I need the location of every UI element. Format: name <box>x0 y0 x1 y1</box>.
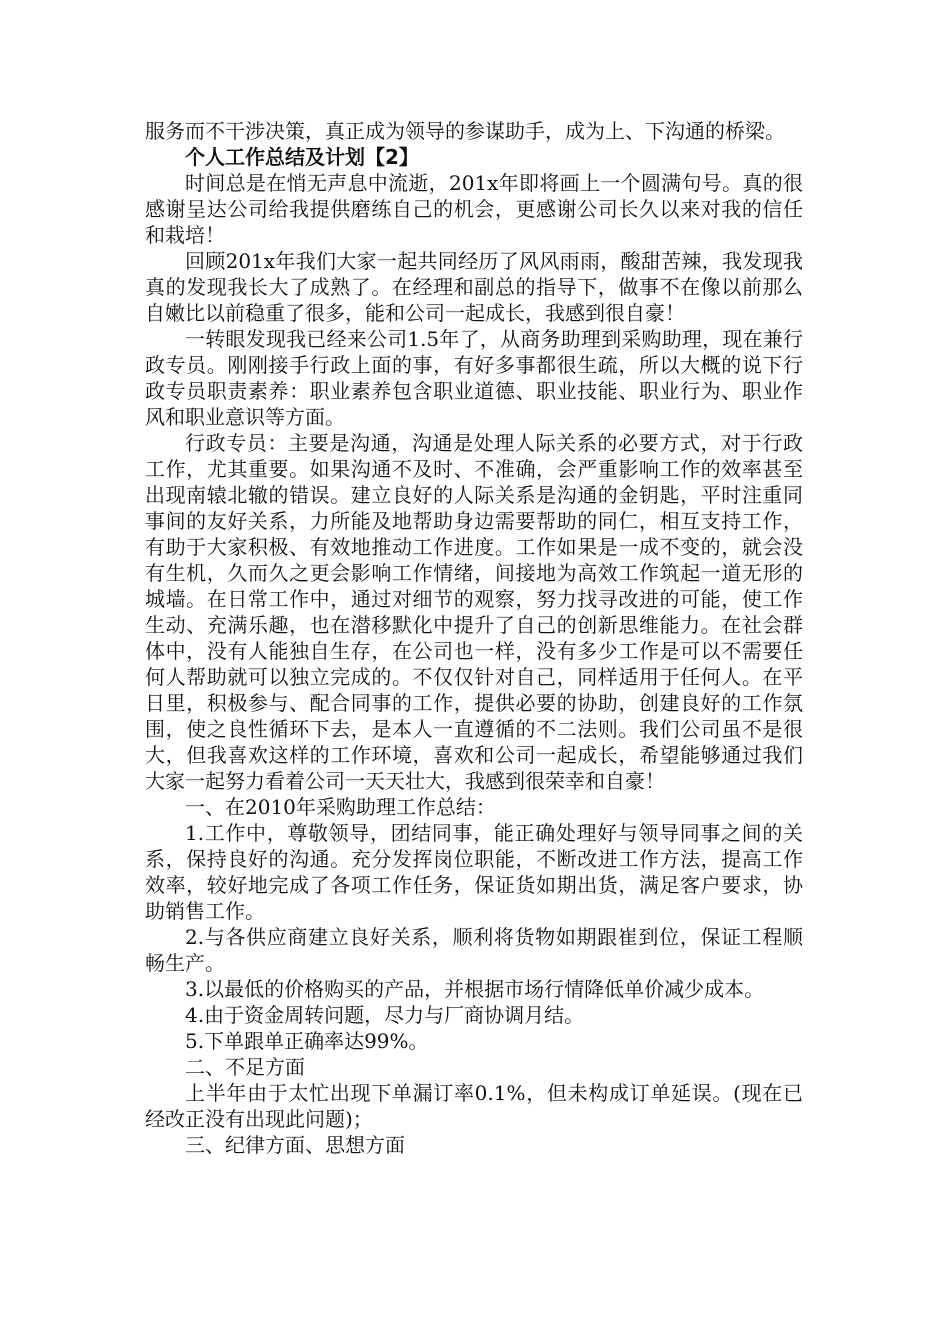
paragraph-intro: 时间总是在悄无声息中流逝，201x年即将画上一个圆满句号。真的很感谢呈达公司给我提供磨练自己的机会，更感谢公司长久以来对我的信任和栽培！ <box>145 171 803 247</box>
list-item-5: 5.下单跟单正确率达99%。 <box>185 1029 429 1053</box>
paragraph-admin-duties: 行政专员：主要是沟通，沟通是处理人际关系的必要方式，对于行政工作，尤其重要。如果沟通不及时、不准确，会严重影响工作的效率甚至出现南辕北辙的错误。建立良好的人际关系是沟通的金钥匙，平时注重同事间的友好关系，力所能及地帮助身边需要帮助的同仁，相互支持工作，有助于大家积极、有效地推动工作进度。工作如果是一成不变的，就会没有生机，久而久之更会影响工作情绪，间接地为高效工作筑起一道无形的城墙。在日常工作中，通过对细节的观察，努力找寻改进的可能，使工作生动、充满乐趣，也在潜移默化中提升了自己的创新思维能力。在社会群体中，没有人能独自生存，在公司也一样，没有多少工作是可以不需要任何人帮助就可以独立完成的。不仅仅针对自己，同样适用于任何人。在平日里，积极参与、配合同事的工作，提供必要的协助，创建良好的工作氛围，使之良性循环下去，是本人一直遵循的不二法则。我们公司虽不是很大，但我喜欢这样的工作环境，喜欢和公司一起成长，希望能够通过我们大家一起努力看着公司一天天壮大，我感到很荣幸和自豪！ <box>145 431 803 793</box>
continuation-paragraph: 服务而不干涉决策，真正成为领导的参谋助手，成为上、下沟通的桥梁。 <box>145 119 785 143</box>
document-page <box>145 118 803 1158</box>
list-item-4: 4.由于资金周转问题，尽力与厂商协调月结。 <box>185 1003 585 1027</box>
shortcoming-paragraph: 上半年由于太忙出现下单漏订率0.1%，但未构成订单延误。(现在已经改正没有出现此问题)； <box>145 1081 803 1131</box>
summary-heading-2: 二、不足方面 <box>185 1055 305 1079</box>
summary-heading-1: 一、在2010年采购助理工作总结： <box>185 795 496 819</box>
summary-heading-3: 三、纪律方面、思想方面 <box>185 1133 405 1157</box>
list-item-2: 2.与各供应商建立良好关系，顺利将货物如期跟崔到位，保证工程顺畅生产。 <box>145 925 803 975</box>
list-item-3: 3.以最低的价格购买的产品，并根据市场行情降低单价减少成本。 <box>185 977 765 1001</box>
paragraph-review: 回顾201x年我们大家一起共同经历了风风雨雨，酸甜苦辣，我发现我真的发现我长大了成熟了。在经理和副总的指导下，做事不在像以前那么自嫩比以前稳重了很多，能和公司一起成长，我感到很自豪！ <box>145 249 803 325</box>
section-title: 个人工作总结及计划【2】 <box>185 145 419 169</box>
paragraph-role: 一转眼发现我已经来公司1.5年了，从商务助理到采购助理，现在兼行政专员。刚刚接手行政上面的事，有好多事都很生疏，所以大概的说下行政专员职责素养：职业素养包含职业道德、职业技能、职业行为、职业作风和职业意识等方面。 <box>145 327 803 429</box>
list-item-1: 1.工作中，尊敬领导，团结同事，能正确处理好与领导同事之间的关系，保持良好的沟通。充分发挥岗位职能，不断改进工作方法，提高工作效率，较好地完成了各项工作任务，保证货如期出货，满足客户要求，协助销售工作。 <box>145 821 803 923</box>
